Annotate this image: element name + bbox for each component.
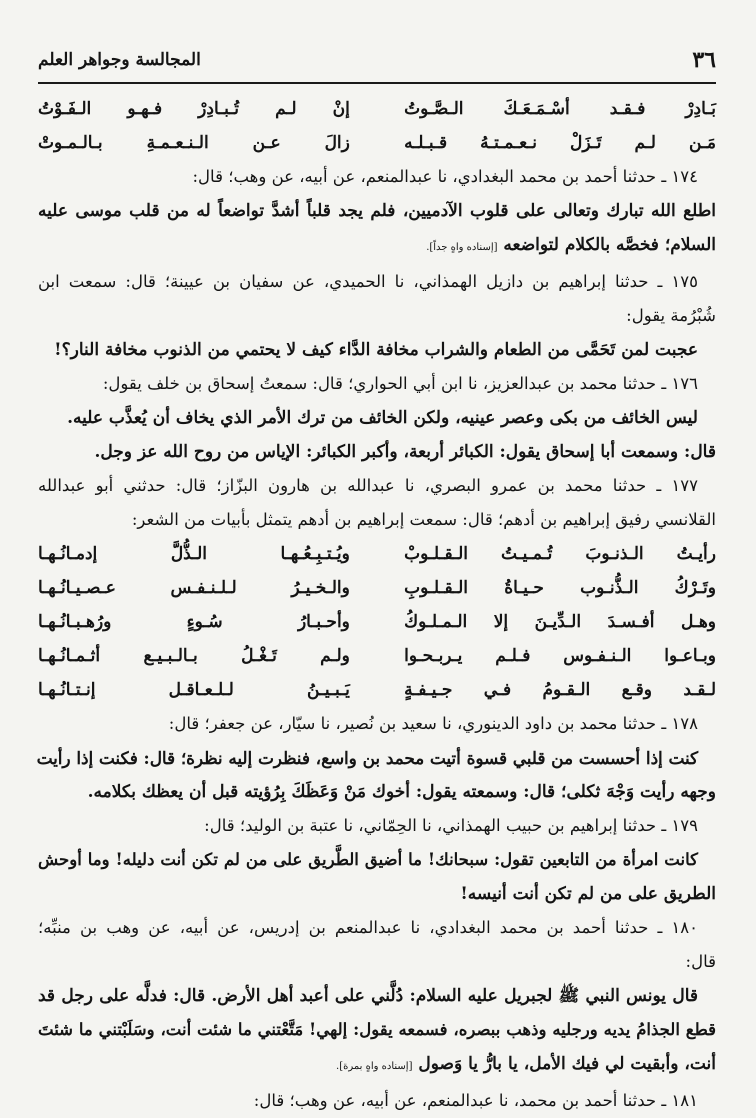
verse-first-hemistich: لـقـد وقـع الـقـومُ فـي جـيـفـةٍ (404, 680, 716, 700)
page-body (38, 92, 716, 1118)
isnad-175: ١٧٥ ـ حدثنا إبراهيم بن دازيل الهمذاني، نا الحميدي، عن سفيان بن عيينة؛ قال: سمعت ابن (38, 272, 698, 291)
verse-first-hemistich: بَـادِرْ فـقـد أسْـمَـعَـكَ الـصَّـوتُ (404, 99, 716, 119)
verse-line (38, 537, 716, 571)
isnad-180-cont: قال: (685, 952, 716, 971)
text-174: اطلع الله تبارك وتعالى على قلوب الآدميين، فلم يجد قلباً أشدَّ تواضعاً له من قلب موسى عليه (38, 201, 716, 221)
header-divider (38, 82, 716, 84)
verse-first-hemistich: وتَـرْكُ الـذُّنـوب حـيـاةُ الـقـلـوبِ (404, 578, 716, 598)
text-175: عجبت لمن تَحَمَّى من الطعام والشراب مخافة الدَّاء كيف لا يحتمي من الذنوب مخافة النار؟! (54, 340, 698, 360)
verse-second-hemistich: وأحـبـارُ سُـوءٍ ورُهـبـانُـهـا (38, 612, 350, 632)
page-header (38, 40, 716, 80)
isnad-174: ١٧٤ ـ حدثنا أحمد بن محمد البغدادي، نا عبدالمنعم، عن أبيه، عن وهب؛ قال: (192, 167, 698, 186)
text-180-last: أنت، وأبقيت لي فيك الأمل، يا بارُّ يا وَصول (418, 1054, 716, 1074)
text-178: كنت إذا أحسست من قلبي قسوة أتيت محمد بن واسع، فنظرت إليه نظرة؛ قال: فكنت إذا رأيت (36, 748, 698, 768)
text-179-cont: الطريق على من لم تكن أنت أنيسه! (460, 884, 716, 904)
text-180: قال يونس النبي ﷺ لجبريل عليه السلام: دُلَّني على أعبد أهل الأرض. قال: فدلَّه على رجل قد (38, 986, 698, 1006)
isnad-176: ١٧٦ ـ حدثنا محمد بن عبدالعزيز، نا ابن أبي الحواري؛ قال: سمعتُ إسحاق بن خلف يقول: (102, 374, 698, 393)
verse-line (38, 92, 716, 126)
grading-note-180: [إسناده واهٍ بمرة]. (336, 1061, 413, 1072)
verse-second-hemistich: والـخـيـرُ لـلـنـفـس عـصـيـانُـهـا (38, 578, 350, 598)
text-179: كانت امرأة من التابعين تقول: سبحانك! ما أضيق الطَّريق على من لم تكن أنت دليله! وما أوحش (38, 850, 698, 869)
verse-first-hemistich: وهـل أفـسـدَ الـدِّيـنَ إلا الـمـلـوكُ (404, 612, 716, 632)
page-number: ٣٦ (692, 47, 716, 73)
book-title: المجالسة وجواهر العلم (38, 50, 201, 70)
isnad-180: ١٨٠ ـ حدثنا أحمد بن محمد البغدادي، نا عبدالمنعم بن إدريس، عن أبيه، عن وهب بن منبِّه؛ (38, 918, 698, 937)
verse-line (38, 571, 716, 605)
isnad-177: ١٧٧ ـ حدثنا محمد بن عمرو البصري، نا عبدالله بن هارون البزّاز؛ قال: حدثني أبو عبدالله (38, 476, 698, 495)
verse-line (38, 126, 716, 160)
text-180-cont: قطع الجذامُ يديه ورجليه وذهب ببصره، فسمعه يقول: إلهي! مَتَّعْتني ما شئت أنت، وسَلَبْتني ما شئتَ (38, 1020, 716, 1039)
text-174-cont (38, 228, 716, 265)
verse-line (38, 605, 716, 639)
grading-note-174: [إسناده واهٍ جداً]. (426, 242, 498, 253)
verse-second-hemistich: زالَ عـن الـنـعـمـةِ بـالـمـوتْ (38, 133, 350, 153)
text-174-end: السلام؛ فخصَّه بالكلام لتواضعه (503, 235, 716, 255)
text-176: ليس الخائف من بكى وعصر عينيه، ولكن الخائف من ترك الأمر الذي يخاف أن يُعذَّب عليه. (67, 408, 698, 428)
isnad-175-cont: شُبْرُمة يقول: (626, 306, 716, 325)
isnad-177-cont: القلانسي رفيق إبراهيم بن أدهم؛ قال: سمعت إبراهيم بن أدهم يتمثل بأبيات من الشعر: (131, 510, 716, 529)
verse-second-hemistich: ويُـتـبِـعُـهـا الـذُّلَّ إدمـانُـهـا (38, 544, 350, 564)
isnad-181: ١٨١ ـ حدثنا أحمد بن محمد، نا عبدالمنعم، عن أبيه، عن وهب؛ قال: (253, 1091, 698, 1110)
verse-first-hemistich: رأيـتُ الـذنـوبَ تُـمـيـتُ الـقـلـوبْ (404, 544, 716, 564)
verse-second-hemistich: ولـم تَـغْـلُ بـالـبـيـع أثـمـانُـهـا (38, 646, 350, 666)
text-178-cont: وجهه رأيت وَجْهَ ثكلى؛ قال: وسمعته يقول: أخوك مَنْ وَعَظَكَ بِرُؤيته قبل أن يعظك بكلامه. (87, 782, 716, 802)
verse-second-hemistich: يَـبـيـنُ لـلـعـاقـل إنـتـانُـهـا (38, 680, 350, 700)
verse-first-hemistich: مَـن لـم تَـزَلْ نـعـمـتـهُ قـبـلـه (404, 133, 716, 153)
verse-first-hemistich: وبـاعـوا الـنـفـوس فـلـم يـربـحـوا (404, 646, 716, 666)
text-176-cont: قال: وسمعت أبا إسحاق يقول: الكبائر أربعة، وأكبر الكبائر: الإياس من روح الله عز وجل. (94, 442, 716, 462)
verse-line (38, 639, 716, 673)
text-180-end (38, 1047, 716, 1084)
verse-second-hemistich: إنْ لـم تُـبـادِرْ فـهـو الـفَـوْتُ (38, 99, 350, 119)
isnad-179: ١٧٩ ـ حدثنا إبراهيم بن حبيب الهمذاني، نا الحِمّاني، نا عتبة بن الوليد؛ قال: (204, 816, 698, 835)
verse-line (38, 673, 716, 707)
isnad-178: ١٧٨ ـ حدثنا محمد بن داود الدينوري، نا سعيد بن نُصير، نا سيّار، عن جعفر؛ قال: (168, 714, 698, 733)
